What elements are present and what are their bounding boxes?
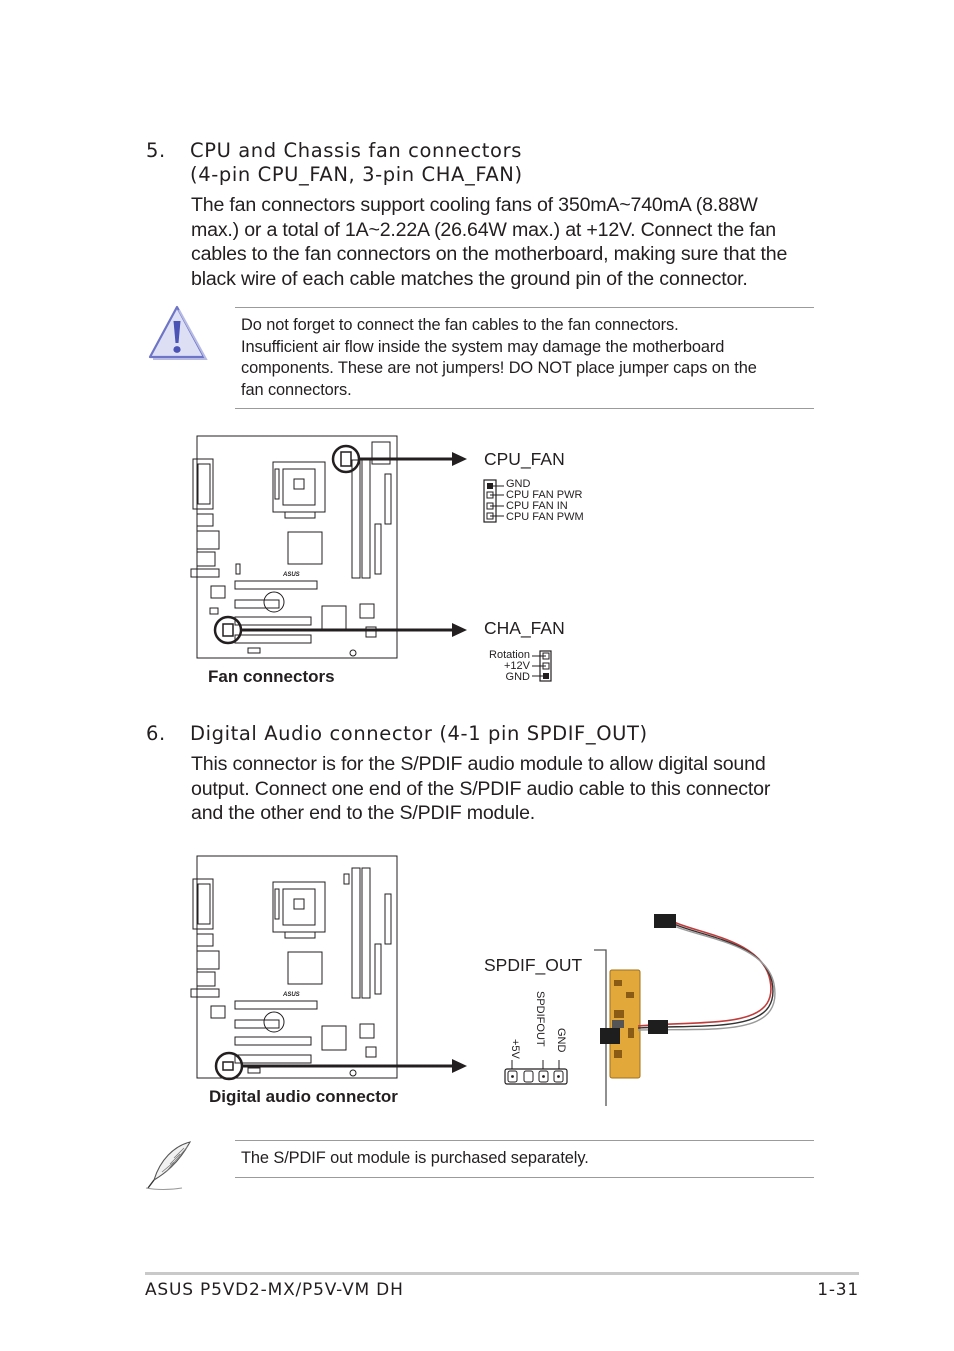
- body-line: The fan connectors support cooling fans of 350mA~740mA (8.88W: [191, 194, 758, 216]
- note-top-rule: [235, 1140, 814, 1141]
- section-6-number: 6.: [146, 722, 166, 745]
- warning-line: fan connectors.: [241, 380, 352, 399]
- body-line: black wire of each cable matches the ground pin of the connector.: [191, 267, 748, 290]
- warning-text: [241, 315, 757, 401]
- pin-label: CPU FAN IN: [506, 500, 568, 512]
- pin-label: CPU FAN PWM: [506, 511, 584, 523]
- footer-page-number: 1-31: [817, 1280, 859, 1300]
- pin-label: GND: [505, 671, 530, 683]
- warning-triangle-icon: [146, 303, 208, 361]
- pin-label: GND: [506, 478, 531, 490]
- feather-quill-icon: [144, 1138, 198, 1192]
- section-6-title: Digital Audio connector (4-1 pin SPDIF_OUT): [190, 722, 648, 745]
- warning-line: components. These are not jumpers! DO NOT place jumper caps on the: [241, 359, 757, 377]
- warning-line: Insufficient air flow inside the system may damage the motherboard: [241, 337, 725, 356]
- body-line: cables to the fan connectors on the motherboard, making sure that the: [191, 243, 788, 265]
- spdif-pin-5v: +5V: [509, 1039, 521, 1059]
- spdif-pin-out: SPDIFOUT: [534, 991, 546, 1047]
- section-5-number: 5.: [146, 139, 166, 162]
- cha-fan-label: CHA_FAN: [484, 618, 565, 638]
- warning-line: Do not forget to connect the fan cables to the fan connectors.: [241, 316, 679, 334]
- pin-label: +12V: [504, 660, 530, 672]
- spdif-module-image: [590, 910, 780, 1110]
- body-line: and the other end to the S/PDIF module.: [191, 802, 536, 824]
- audio-figure-caption: Digital audio connector: [209, 1087, 398, 1106]
- board-logo: ASUS: [283, 572, 300, 578]
- section-5-title-line2: (4-pin CPU_FAN, 3-pin CHA_FAN): [190, 163, 523, 186]
- board-logo: ASUS: [283, 992, 300, 998]
- warning-bottom-rule: [235, 408, 814, 409]
- section-6-body: [191, 752, 770, 826]
- cpu-fan-connector-icon: [481, 478, 505, 524]
- spdif-out-label: SPDIF_OUT: [484, 955, 583, 975]
- footer-rule: [145, 1272, 859, 1275]
- note-text: The S/PDIF out module is purchased separately.: [241, 1149, 589, 1167]
- pin-label: CPU FAN PWR: [506, 489, 583, 501]
- body-line: max.) or a total of 1A~2.22A (26.64W max.) at +12V. Connect the fan: [191, 218, 776, 241]
- motherboard-diagram-audio: [188, 854, 478, 1082]
- fan-figure-caption: Fan connectors: [208, 667, 335, 686]
- pin-label: Rotation: [489, 649, 530, 661]
- spdif-pin-gnd: GND: [555, 1028, 567, 1053]
- note-bottom-rule: [235, 1177, 814, 1178]
- section-5-title-line1: CPU and Chassis fan connectors: [190, 139, 522, 162]
- section-5-body: [191, 193, 787, 291]
- spdif-header-icon: [503, 1060, 571, 1088]
- cpu-fan-pin-list: [506, 479, 584, 523]
- cha-fan-connector-icon: [532, 649, 554, 683]
- warning-top-rule: [235, 307, 814, 308]
- body-line: This connector is for the S/PDIF audio module to allow digital sound: [191, 753, 766, 775]
- cha-fan-pin-list: [478, 650, 530, 683]
- cpu-fan-label: CPU_FAN: [484, 449, 565, 469]
- body-line: output. Connect one end of the S/PDIF audio cable to this connector: [191, 777, 771, 800]
- footer-manual-title: ASUS P5VD2-MX/P5V-VM DH: [145, 1280, 404, 1300]
- motherboard-diagram-fan: [188, 434, 478, 662]
